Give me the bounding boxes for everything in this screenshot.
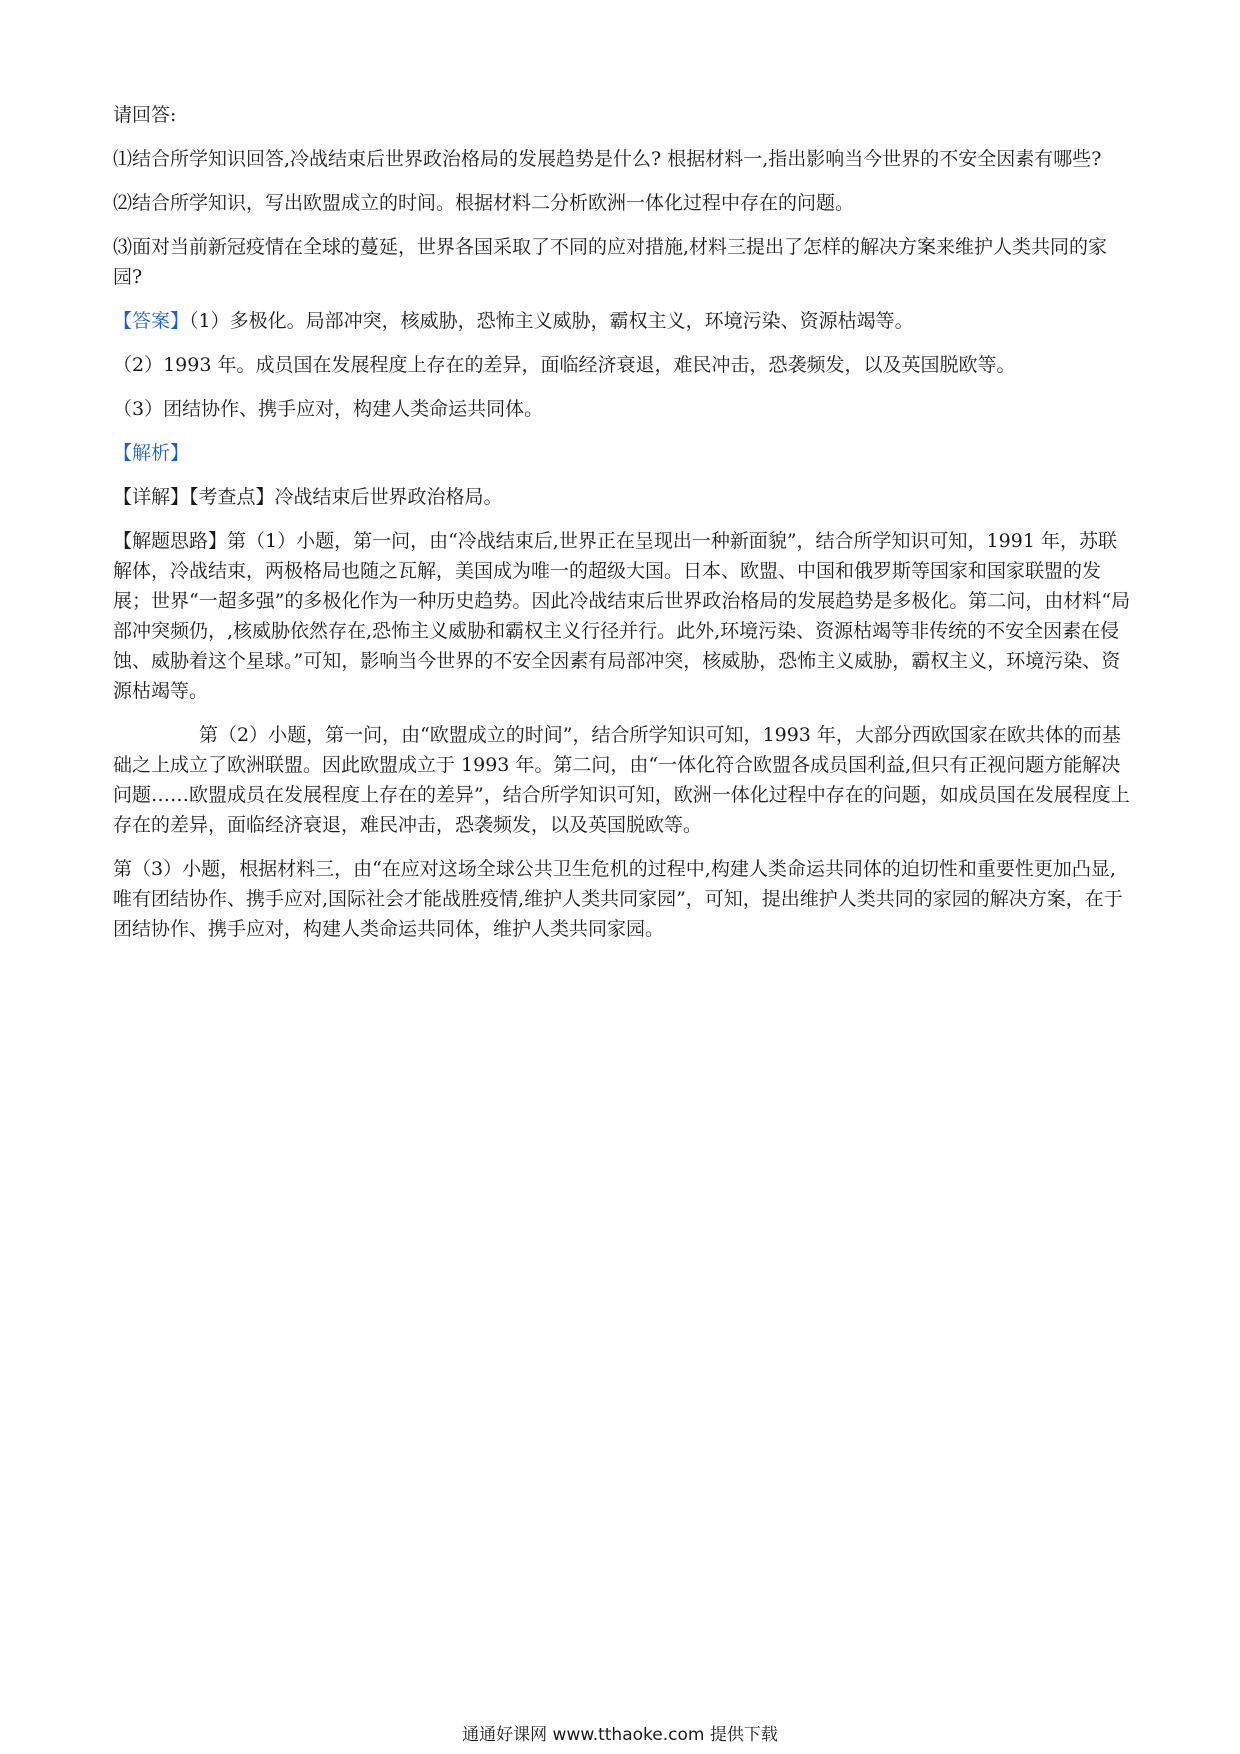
- analysis-label: 【解析】: [113, 442, 190, 464]
- page-footer: 通通好课网 www.tthaoke.com 提供下载: [462, 1725, 778, 1745]
- answer-2: （2）1993 年。成员国在发展程度上存在的差异，面临经济衰退，难民冲击，恐袭频发，以及英国脱欧等。: [113, 354, 1016, 376]
- question-3: ⑶面对当前新冠疫情在全球的蔓延，世界各国采取了不同的应对措施,材料三提出了怎样的解决方案来维护人类共同的家园?: [113, 236, 1108, 288]
- analysis-detail: 【详解】【考查点】冷战结束后世界政治格局。: [113, 486, 503, 508]
- answer-label: 【答案】: [113, 310, 190, 332]
- document-body: [113, 100, 1131, 958]
- question-2: ⑵结合所学知识，写出欧盟成立的时间。根据材料二分析欧洲一体化过程中存在的问题。: [113, 192, 855, 214]
- answer-1: （1）多极化。局部冲突，核威胁，恐怖主义威胁，霸权主义，环境污染、资源枯竭等。: [189, 310, 914, 332]
- questions-prompt: 请回答:: [113, 104, 177, 126]
- answer-3: （3）团结协作、携手应对，构建人类命运共同体。: [113, 398, 544, 420]
- answer-1-line: [113, 306, 1131, 336]
- analysis-paragraph-2: 第（2）小题，第一问，由“欧盟成立的时间”，结合所学知识可知，1993 年，大部分西欧国家在欧共体的而基础之上成立了欧洲联盟。因此欧盟成立于 1993 年。第二问，由“一体化符合欧盟各成员国利益,但只有正视问题方能解决问题……欧盟成员在发展程度上存在的差异”，结合所学知识可知，欧洲一体化过程中存在的问题，如成员国在发展程度上存在的差异，面临经济衰退，难民冲击，恐袭频发，以及英国脱欧等。: [113, 724, 1130, 836]
- analysis-paragraph-3: 第（3）小题，根据材料三，由“在应对这场全球公共卫生危机的过程中,构建人类命运共同体的迫切性和重要性更加凸显,唯有团结协作、携手应对,国际社会才能战胜疫情,维护人类共同家园”，可知，提出维护人类共同的家园的解决方案，在于团结协作、携手应对，构建人类命运共同体，维护人类共同家园。: [113, 858, 1123, 940]
- question-1: ⑴结合所学知识回答,冷战结束后世界政治格局的发展趋势是什么? 根据材料一,指出影响当今世界的不安全因素有哪些?: [113, 148, 1102, 170]
- analysis-paragraph-1: 【解题思路】第（1）小题，第一问，由“冷战结束后,世界正在呈现出一种新面貌”，结合所学知识可知，1991 年，苏联解体，冷战结束，两极格局也随之瓦解，美国成为唯一的超级大国。日本、欧盟、中国和俄罗斯等国家和国家联盟的发展；世界“一超多强”的多极化作为一种历史趋势。因此冷战结束后世界政治格局的发展趋势是多极化。第二问，由材料“局部冲突频仍，,核威胁依然存在,恐怖主义威胁和霸权主义行径并行。此外,环境污染、资源枯竭等非传统的不安全因素在侵蚀、威胁着这个星球。”可知，影响当今世界的不安全因素有局部冲突，核威胁，恐怖主义威胁，霸权主义，环境污染、资源枯竭等。: [113, 530, 1131, 702]
